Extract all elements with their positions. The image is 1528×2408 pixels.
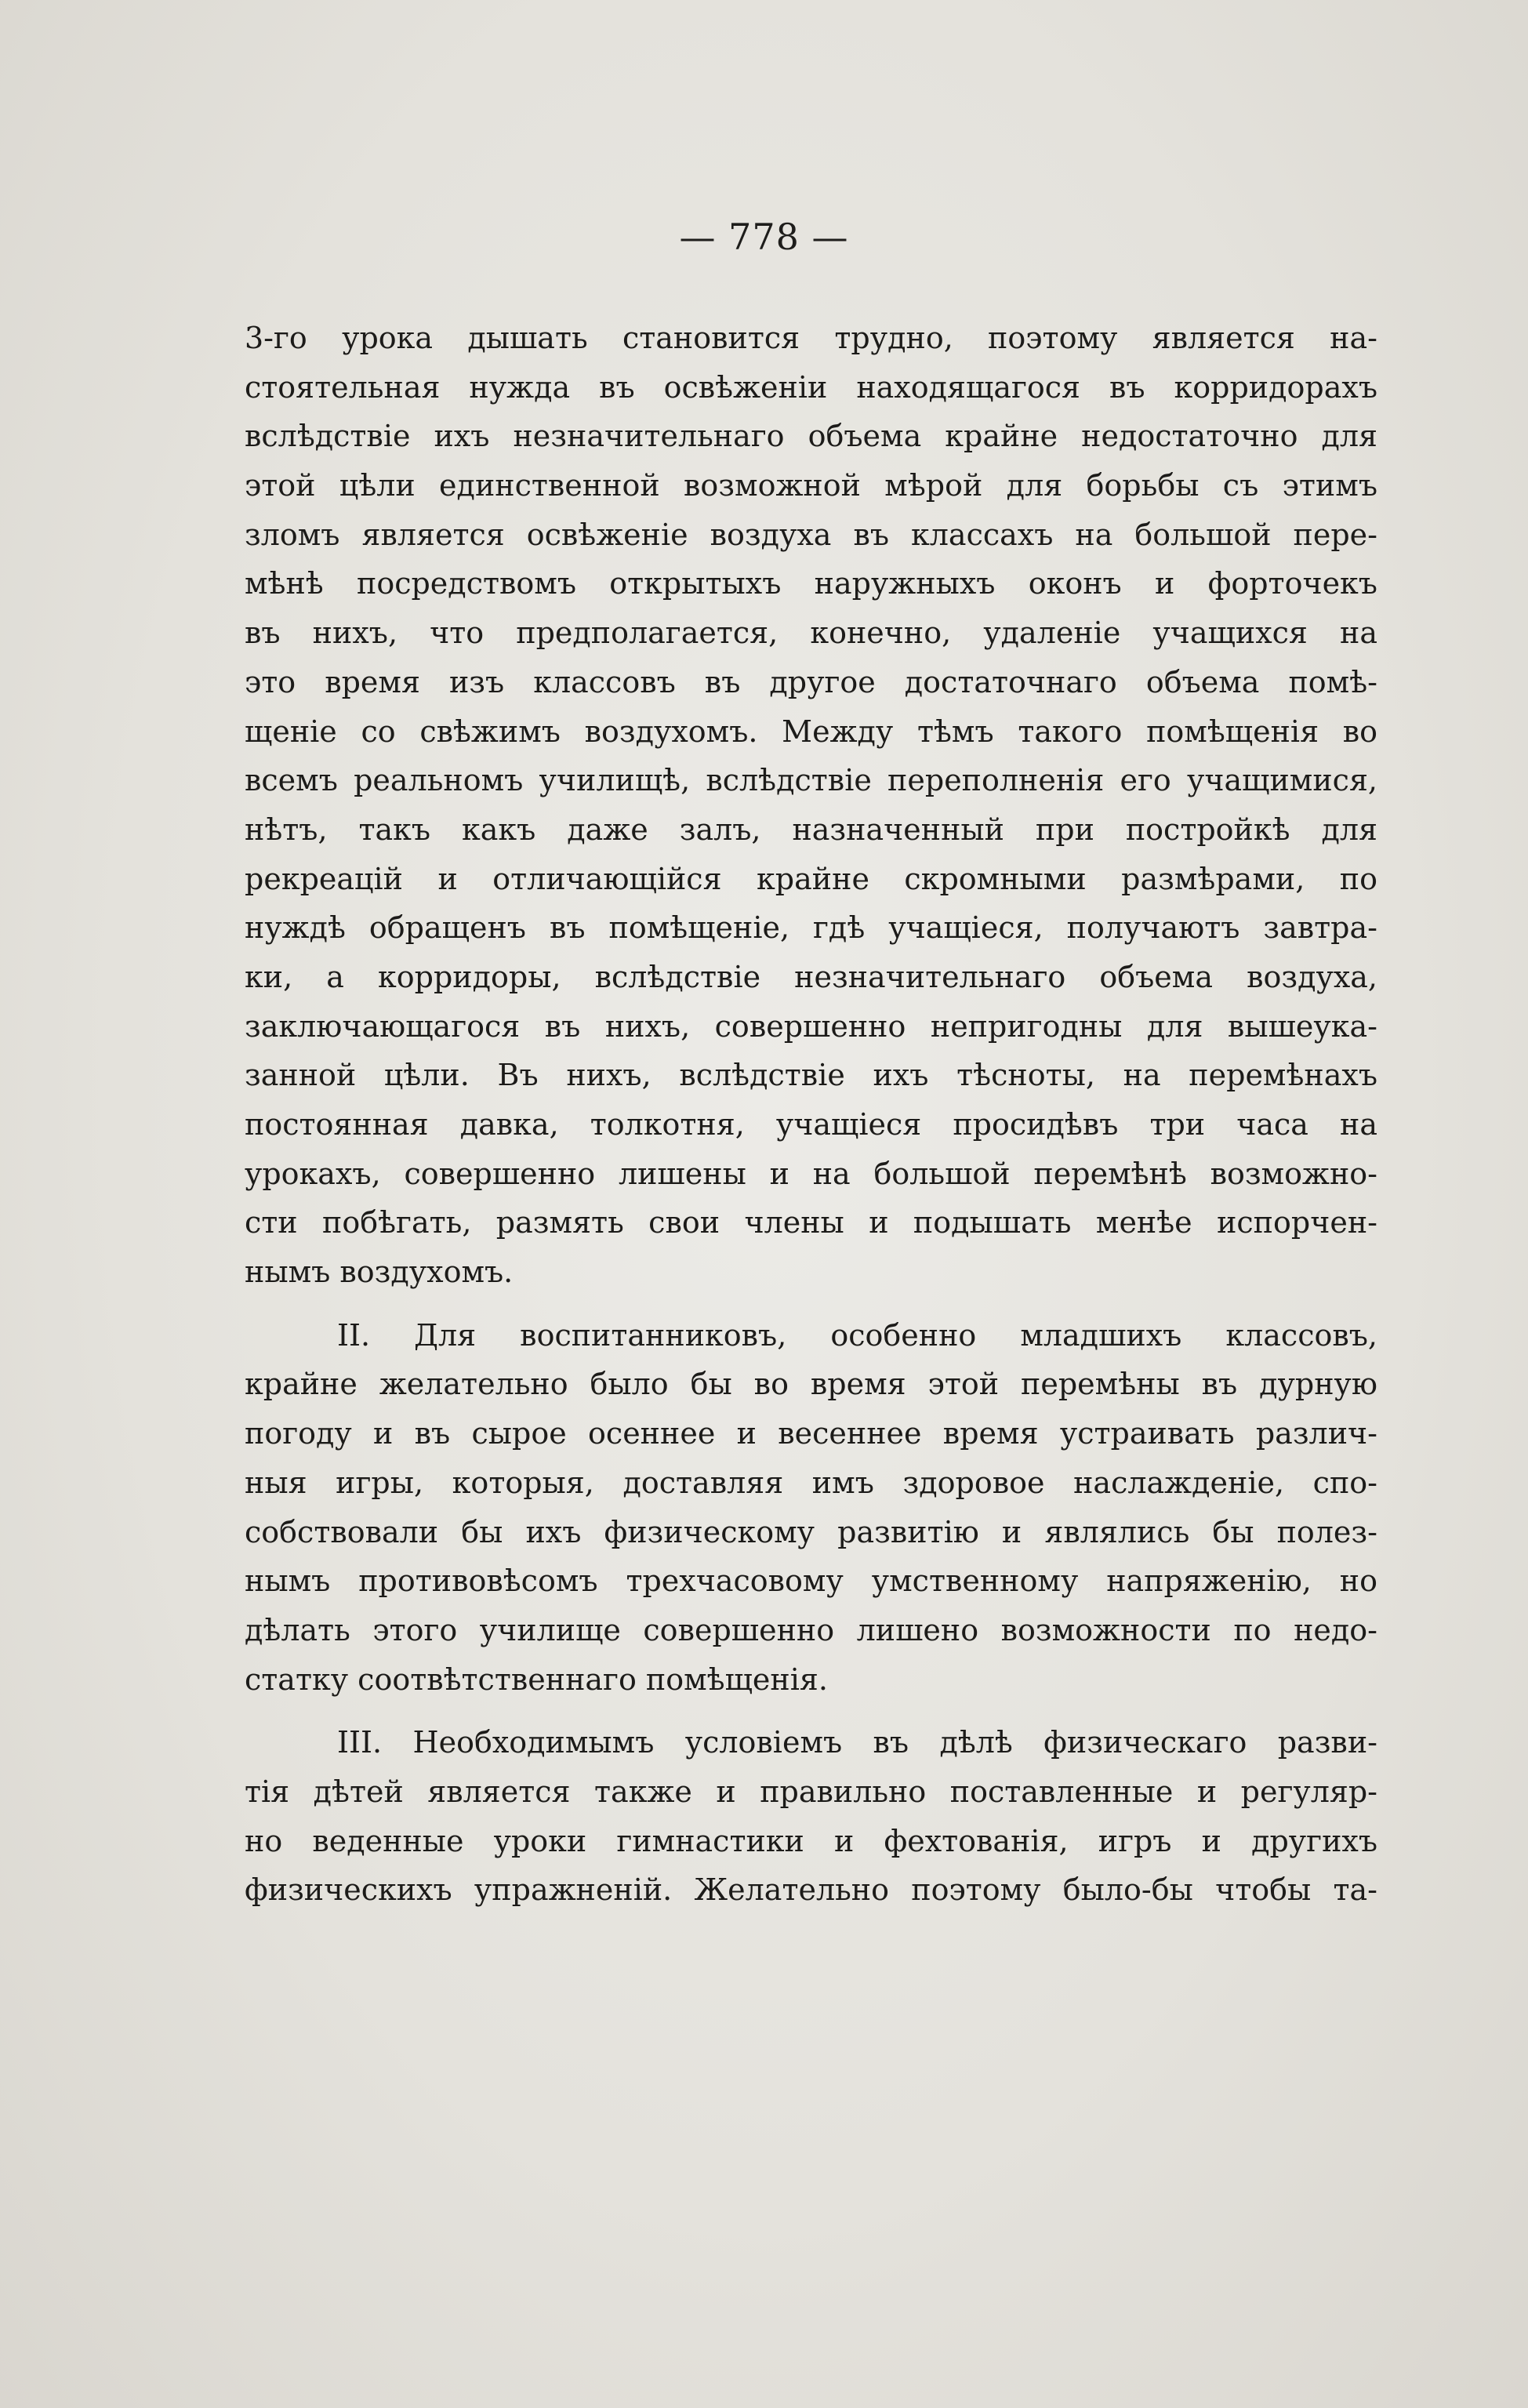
text-line: дѣлать этого училище совершенно лишено возможности по недо- [245,1612,1377,1647]
text-line: тія дѣтей является также и правильно поставленные и регуляр- [245,1774,1377,1809]
text-line: постоянная давка, толкотня, учащіеся просидѣвъ три часа на [245,1107,1377,1142]
text-line: ки, а корридоры, вслѣдствіе незначительнаго объема воздуха, [245,959,1377,994]
text-line: мѣнѣ посредствомъ открытыхъ наружныхъ оконъ и форточекъ [245,566,1377,601]
text-line: физическихъ упражненій. Желательно поэтому было-бы чтобы та- [245,1872,1377,1908]
text-line: сти побѣгать, размять свои члены и подышать менѣе испорчен- [245,1205,1377,1240]
text-line: урокахъ, совершенно лишены и на большой перемѣнѣ возможно- [245,1156,1377,1191]
text-line: нуждѣ обращенъ въ помѣщеніе, гдѣ учащіеся, получаютъ завтра- [245,910,1377,946]
text-line: заключающагося въ нихъ, совершенно непригодны для вышеука- [245,1008,1377,1044]
text-line: II. Для воспитанниковъ, особенно младшихъ классовъ, [337,1317,1377,1353]
text-line: щеніе со свѣжимъ воздухомъ. Между тѣмъ такого помѣщенія во [245,714,1377,749]
paragraph-3 [245,1718,1377,1915]
text-line: стоятельная нужда въ освѣженіи находящагося въ корридорахъ [245,369,1377,405]
text-line: это время изъ классовъ въ другое достаточнаго объема помѣ- [245,664,1377,699]
paragraph-gap [245,1704,1377,1718]
text-line: нѣтъ, такъ какъ даже залъ, назначенный при постройкѣ для [245,812,1377,847]
paragraph-2 [245,1311,1377,1705]
text-line: 3-го урока дышать становится трудно, поэтому является на- [245,321,1377,355]
text-line: зломъ является освѣженіе воздуха въ классахъ на большой пере- [245,517,1377,552]
text-line: статку соотвѣтственнаго помѣщенія. [245,1662,828,1697]
text-line: собствовали бы ихъ физическому развитію и являлись бы полез- [245,1514,1377,1549]
text-line: нымъ воздухомъ. [245,1255,514,1290]
paragraph-gap [245,1297,1377,1311]
page-number: — 778 — [679,216,849,258]
text-line: всемъ реальномъ училищѣ, вслѣдствіе переполненія его учащимися, [245,763,1377,798]
body-text [245,314,1377,1915]
text-line: III. Необходимымъ условіемъ въ дѣлѣ физическаго разви- [337,1725,1377,1760]
text-line: погоду и въ сырое осеннее и весеннее время устраивать различ- [245,1416,1377,1451]
text-line: крайне желательно было бы во время этой перемѣны въ дурную [245,1367,1377,1402]
text-line: въ нихъ, что предполагается, конечно, удаленіе учащихся на [245,616,1377,651]
text-line: этой цѣли единственной возможной мѣрой для борьбы съ этимъ [245,468,1377,503]
text-line: ныя игры, которыя, доставляя имъ здоровое наслажденіе, спо- [245,1465,1377,1500]
paragraph-1 [245,314,1377,1297]
text-line: нымъ противовѣсомъ трехчасовому умственному напряженію, но [245,1564,1377,1599]
text-line: занной цѣли. Въ нихъ, вслѣдствіе ихъ тѣсноты, на перемѣнахъ [245,1058,1377,1093]
text-line: но веденные уроки гимнастики и фехтованія, игръ и другихъ [245,1823,1377,1858]
text-line: рекреацій и отличающійся крайне скромными размѣрами, по [245,861,1377,896]
text-line: вслѣдствіе ихъ незначительнаго объема крайне недостаточно для [245,419,1377,454]
